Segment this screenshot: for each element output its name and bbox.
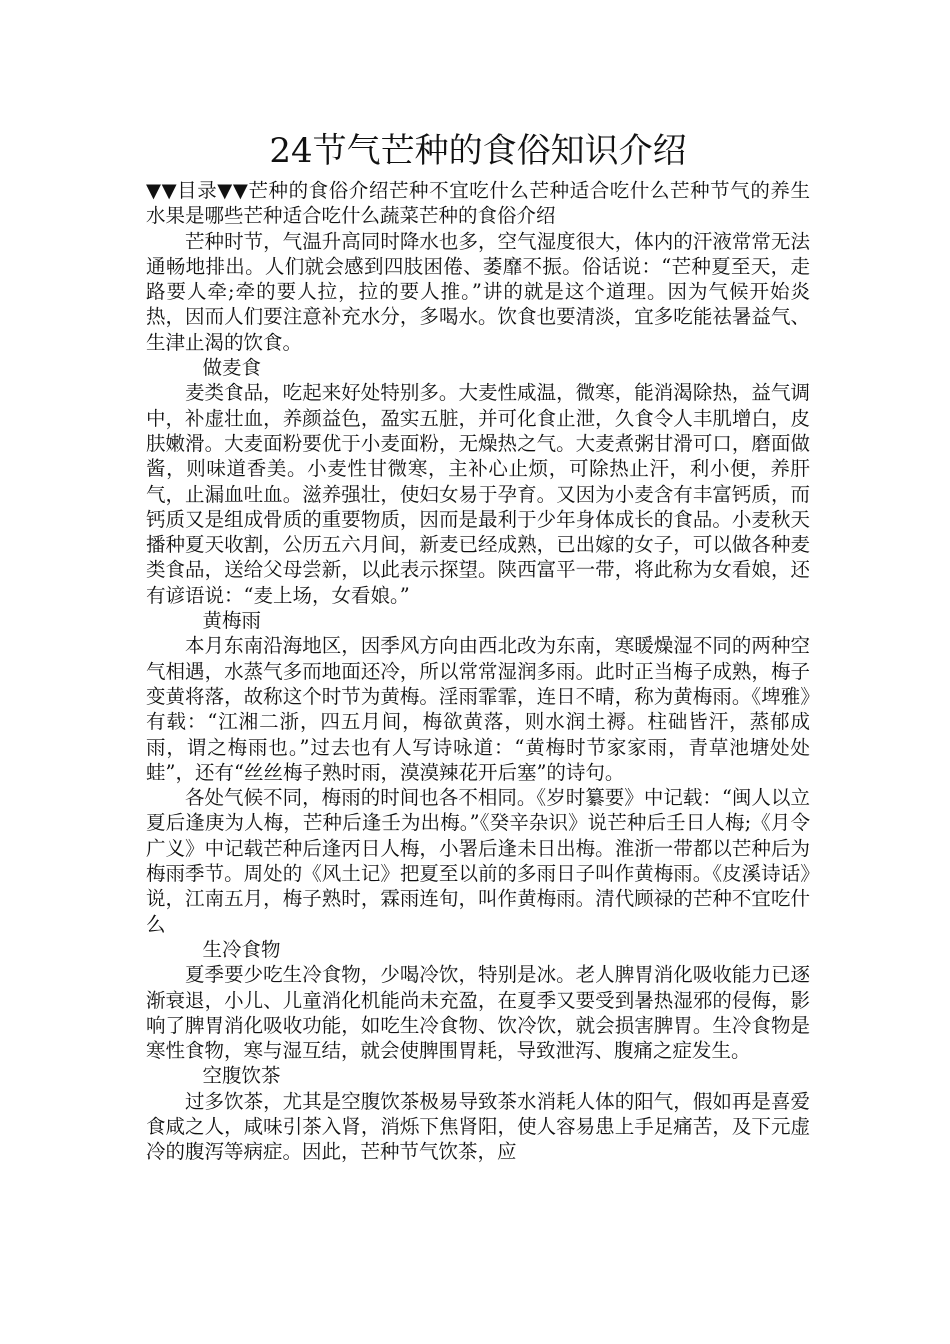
section-paragraph-plum-rain-2: 各处气候不同，梅雨的时间也各不相同。《岁时纂要》中记载：“闽人以立夏后逢庚为人梅，芒种后逢壬为出梅。”《癸辛杂识》说芒种后壬日人梅;《月令广义》中记载芒种后逢丙日人梅，小署后逢未日出梅。淮浙一带都以芒种后为梅雨季节。周处的《风土记》把夏至以前的多雨日子叫作黄梅雨。《皮溪诗话》说，江南五月，梅子熟时，霖雨连旬，叫作黄梅雨。清代顾禄的芒种不宜吃什么 <box>146 786 810 936</box>
section-heading-cold-food: 生冷食物 <box>202 937 281 961</box>
document-title: 24节气芒种的食俗知识介绍 <box>269 131 687 171</box>
section-paragraph-plum-rain-1: 本月东南沿海地区，因季风方向由西北改为东南，寒暖燥湿不同的两种空气相遇，水蒸气多而地面还冷，所以常常湿润多雨。此时正当梅子成熟，梅子变黄将落，故称这个时节为黄梅。淫雨霏霏，连日不晴，称为黄梅雨。《埤雅》有载：“江湘二浙，四五月间，梅欲黄落，则水润土褥。柱础皆汗，蒸郁成雨，谓之梅雨也。”过去也有人写诗咏道：“黄梅时节家家雨，青草池塘处处蛙”，还有“丝丝梅子熟时雨，漠漠辣花开后塞”的诗句。 <box>146 634 810 784</box>
section-paragraph-wheat: 麦类食品，吃起来好处特别多。大麦性咸温，微寒，能消渴除热，益气调中，补虚壮血，养颜益色，盈实五脏，并可化食止泄，久食令人丰肌增白，皮肤嫩滑。大麦面粉要优于小麦面粉，无燥热之气。大麦煮粥甘滑可口，磨面做酱，则味道香美。小麦性甘微寒，主补心止烦，可除热止汗，利小便，养肝气，止漏血吐血。滋养强壮，使妇女易于孕育。又因为小麦含有丰富钙质，而钙质又是组成骨质的重要物质，因而是最利于少年身体成长的食品。小麦秋天播种夏天收割，公历五六月间，新麦已经成熟，已出嫁的女子，可以做各种麦类食品，送给父母尝新，以此表示探望。陕西富平一带，将此称为女看娘，还有谚语说：“麦上场，女看娘。” <box>146 381 810 607</box>
document-page <box>146 128 810 1165</box>
section-heading-tea: 空腹饮茶 <box>202 1064 281 1088</box>
section-paragraph-tea: 过多饮茶，尤其是空腹饮茶极易导致茶水消耗人体的阳气，假如再是喜爱食咸之人，咸味引茶入肾，消烁下焦肾阳，使人容易患上手足痛苦，及下元虚冷的腹泻等病症。因此，芒种节气饮茶，应 <box>146 1089 810 1164</box>
document-body <box>146 178 810 1165</box>
intro-paragraph: 芒种时节，气温升高同时降水也多，空气湿度很大，体内的汗液常常无法通畅地排出。人们就会感到四肢困倦、萎靡不振。俗话说：“芒种夏至天，走路要人牵;牵的要人拉，拉的要人推。”讲的就是这个道理。因为气候开始炎热，因而人们要注意补充水分，多喝水。饮食也要清淡，宜多吃能祛暑益气、生津止渴的饮食。 <box>146 229 810 354</box>
section-heading-wheat: 做麦食 <box>202 356 262 380</box>
section-paragraph-cold-food: 夏季要少吃生冷食物，少喝冷饮，特别是冰。老人脾胃消化吸收能力已逐渐衰退，小儿、儿童消化机能尚未充盈，在夏季又要受到暑热湿邪的侵侮，影响了脾胃消化吸收功能，如吃生冷食物、饮冷饮，就会损害脾胃。生冷食物是寒性食物，寒与湿互结，就会使脾围胃耗，导致泄泻、腹痛之症发生。 <box>146 963 810 1063</box>
section-heading-plum-rain: 黄梅雨 <box>202 609 262 633</box>
contents-line: ▼▼目录▼▼芒种的食俗介绍芒种不宜吃什么芒种适合吃什么芒种节气的养生水果是哪些芒种适合吃什么蔬菜芒种的食俗介绍 <box>146 179 810 228</box>
